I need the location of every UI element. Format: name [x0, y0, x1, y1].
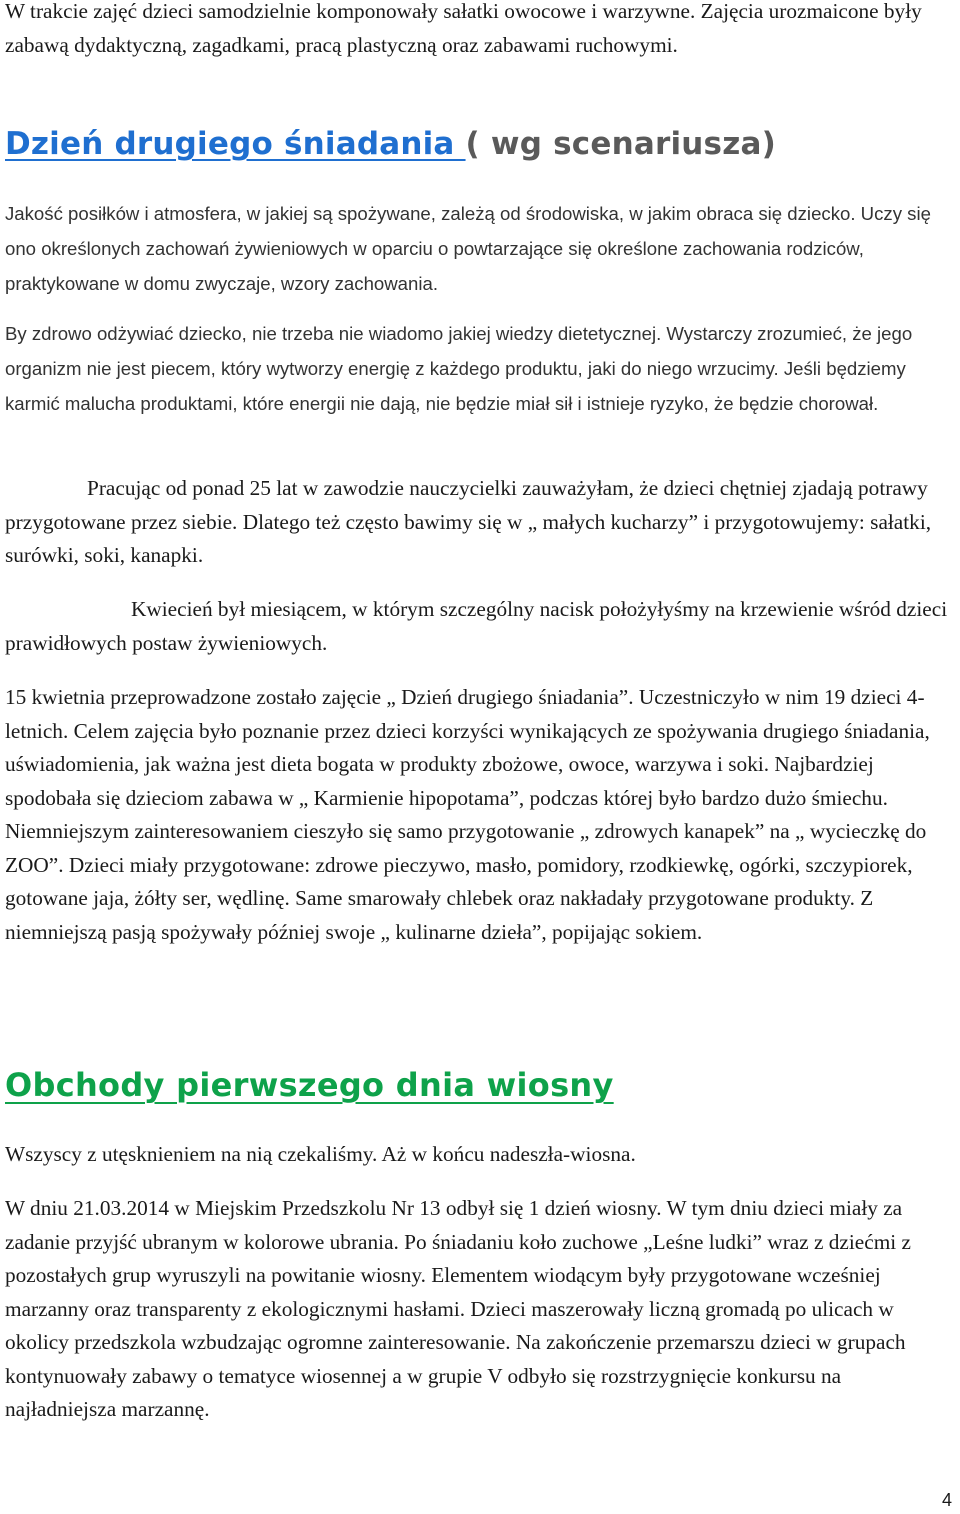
section-title-suffix: ( wg scenariusza): [465, 126, 776, 162]
section-title-link[interactable]: Dzień drugiego śniadania: [5, 126, 466, 162]
section1-paragraph-5: 15 kwietnia przeprowadzone zostało zajęcie „ Dzień drugiego śniadania”. Uczestniczyło w nim 19 dzieci 4- letnich. Celem zajęcia było poznanie przez dzieci korzyści wynikających ze spożywania drugiego śniadania, uświadomienia, jak ważna jest dieta bogata w produkty zbożowe, owoce, warzywa i soki. Najbardziej spodobała się dzieciom zabawa w „ Karmienie hipopotama”, podczas której było bardzo dużo śmiechu. Niemniejszym zainteresowaniem cieszyło się samo przygotowanie „ zdrowych kanapek” na „ wycieczkę do ZOO”. Dzieci miały przygotowane: zdrowe pieczywo, masło, pomidory, rzodkiewkę, ogórki, szczypiorek, gotowane jaja, żółty ser, wędlinę. Same smarowały chlebek oraz nakładały przygotowane produkty. Z niemniejszą pasją spożywały później swoje „ kulinarne dzieła”, popijając sokiem.: [5, 685, 930, 944]
section1-paragraph-3: Pracując od ponad 25 lat w zawodzie nauczycielki zauważyłam, że dzieci chętniej zjadają potrawy przygotowane przez siebie. Dlatego też często bawimy się w „ małych kucharzy” i przygotowujemy: sałatki, surówki, soki, kanapki.: [5, 476, 932, 567]
section-title-dzien-drugiego-sniadania: [5, 124, 955, 164]
section2-paragraph-1: Wszyscy z utęsknieniem na nią czekaliśmy. Aż w końcu nadeszła-wiosna.: [5, 1142, 636, 1166]
section1-paragraph-2: By zdrowo odżywiać dziecko, nie trzeba nie wiadomo jakiej wiedzy dietetycznej. Wystarczy zrozumieć, że jego organizm nie jest piecem, który wytworzy energię z każdego produktu, jaki do niego wrzucimy. Jeśli będziemy karmić malucha produktami, które energii nie dają, nie będzie miał sił i istnieje ryzyko, że będzie chorował.: [5, 323, 913, 414]
section-title-obchody-pierwszego-dnia-wiosny: Obchody pierwszego dnia wiosny: [5, 1066, 614, 1104]
section1-paragraph-4: Kwiecień był miesiącem, w którym szczególny nacisk położyłyśmy na krzewienie wśród dzieci prawidłowych postaw żywieniowych.: [5, 597, 948, 655]
section2-paragraph-2: W dniu 21.03.2014 w Miejskim Przedszkolu Nr 13 odbył się 1 dzień wiosny. W tym dniu dzieci miały za zadanie przyjść ubranym w kolorowe ubrania. Po śniadaniu koło zuchowe „Leśne ludki” wraz z dziećmi z pozostałych grup wyruszyli na powitanie wiosny. Elementem wiodącym były przygotowane wcześniej marzanny oraz transparenty z ekologicznymi hasłami. Dzieci maszerowały liczną gromadą po ulicach w okolicy przedszkola wzbudzając ogromne zainteresowanie. Na zakończenie przemarszu dzieci w grupach kontynuowały zabawy o tematyce wiosennej a w grupie V odbyło się rozstrzygnięcie konkursu na najładniejsza marzannę.: [5, 1196, 911, 1421]
section1-paragraph-1: Jakość posiłków i atmosfera, w jakiej są spożywane, zależą od środowiska, w jakim obraca się dziecko. Uczy się ono określonych zachowań żywieniowych w oparciu o powtarzające się określone zachowania rodziców, praktykowane w domu zwyczaje, wzory zachowania.: [5, 203, 931, 294]
intro-paragraph: W trakcie zajęć dzieci samodzielnie komponowały sałatki owocowe i warzywne. Zajęcia urozmaicone były zabawą dydaktyczną, zagadkami, pracą plastyczną oraz zabawami ruchowymi.: [5, 0, 922, 57]
page-number: 4: [941, 1490, 952, 1510]
